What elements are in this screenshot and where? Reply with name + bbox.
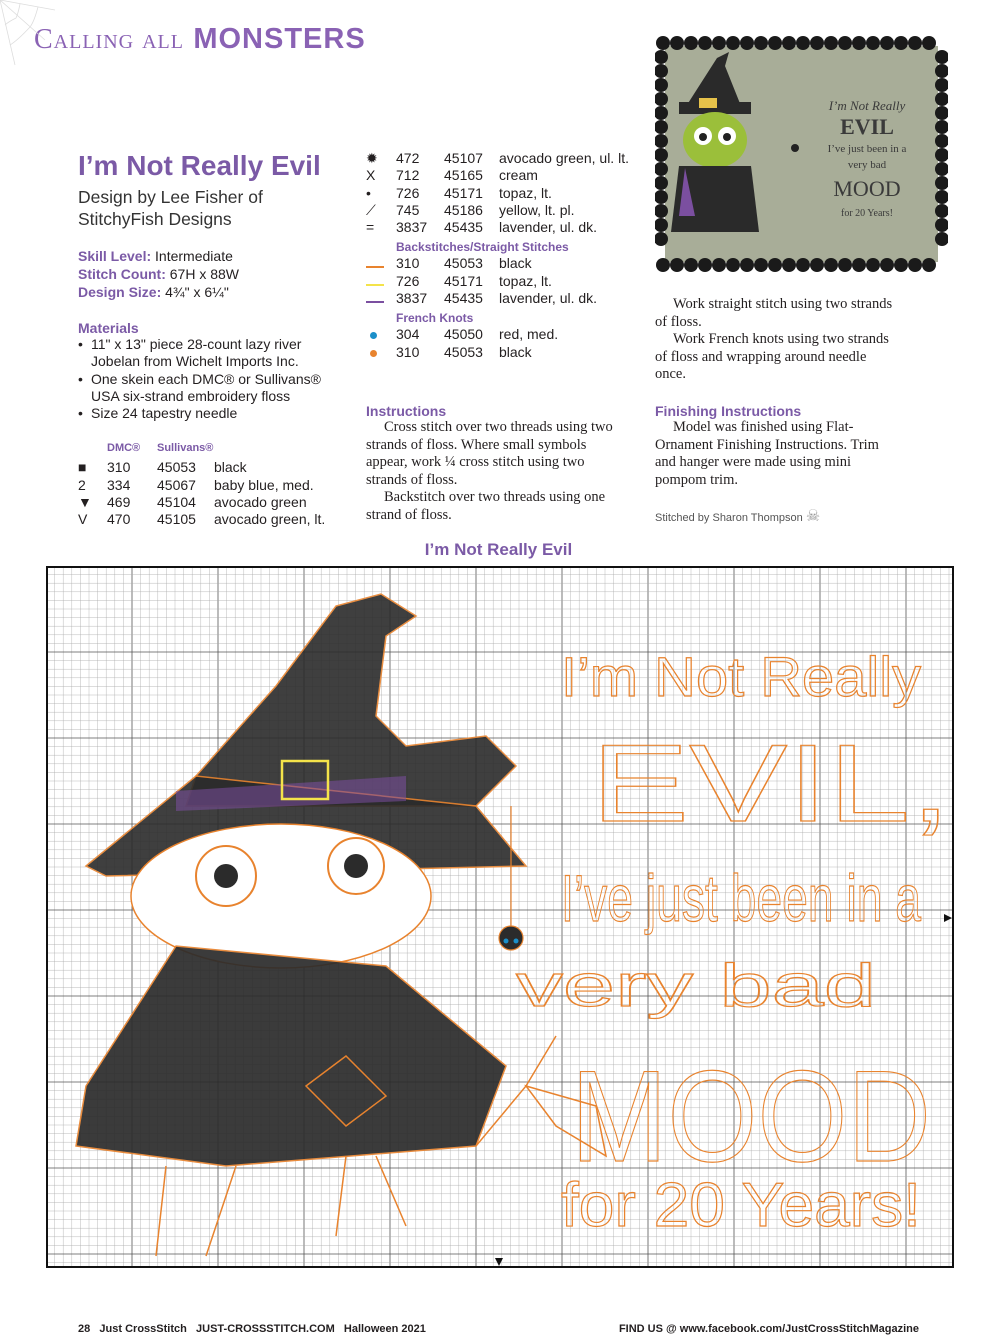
design-title: I’m Not Really Evil <box>78 150 321 181</box>
key-row: • 726 45171 topaz, lt. <box>366 184 552 201</box>
stitched-by-text: Stitched by Sharon Thompson <box>655 512 803 524</box>
cross-stitch-chart <box>46 566 954 1268</box>
chart-title: I’m Not Really Evil <box>424 540 573 559</box>
left-pupil-shape <box>214 864 238 888</box>
key-row: ▼ 469 45104 avocado green <box>78 493 307 510</box>
key-header-sullivans: Sullivans® <box>157 442 214 454</box>
header-pre: Calling all <box>34 24 184 55</box>
note-para: Work straight stitch using two strands of floss. <box>655 296 893 330</box>
spider-eye-shape <box>514 939 519 944</box>
facebook-link[interactable]: FIND US @ www.facebook.com/JustCrossStitchMagazine <box>618 1323 919 1335</box>
chart-lettering-line: I’ve just been in a <box>561 861 922 935</box>
instructions-heading: Instructions <box>366 403 447 419</box>
issue-name: Halloween 2021 <box>343 1323 426 1335</box>
french-knot-swatch <box>370 332 377 339</box>
section-header <box>34 22 366 56</box>
backstitch-swatch <box>366 266 384 268</box>
svg-text:very bad: very bad <box>847 159 887 171</box>
spec-skill: Skill Level: Intermediate <box>78 248 233 264</box>
key-row: 726 45171 topaz, lt. <box>366 273 597 290</box>
list-item: • Size 24 tapestry needle <box>78 405 340 422</box>
finishing-heading: Finishing Instructions <box>655 403 802 419</box>
key-row: ■ 310 45053 black <box>78 459 247 476</box>
svg-text:I’m Not Really: I’m Not Really <box>828 98 906 113</box>
key-header-dmc: DMC® <box>107 442 141 454</box>
chart-lettering-line: EVIL, <box>591 722 951 845</box>
chart-lettering-line: for 20 Years! <box>561 1171 921 1240</box>
footer-left <box>78 1323 426 1335</box>
stitched-by <box>655 506 820 526</box>
key-row: = 3837 45435 lavender, ul. dk. <box>366 219 598 236</box>
instructions-para: Backstitch over two threads using one strand of floss. <box>366 489 606 523</box>
stitch-notes <box>655 296 895 384</box>
key-row: 310 45053 black <box>366 344 558 361</box>
list-item: • 11" x 13" piece 28-count lazy river Jobelan from Wichelt Imports Inc. <box>78 336 340 371</box>
finishing-para: Model was finished using Flat-Ornament Finishing Instructions. Trim and hanger were made using mini pompom trim. <box>655 419 879 488</box>
key-row: 310 45053 black <box>366 255 597 272</box>
key-row: 3837 45435 lavender, ul. dk. <box>366 290 597 307</box>
svg-text:EVIL: EVIL <box>840 114 894 139</box>
chart-lettering-line: very bad <box>516 952 876 1019</box>
svg-text:for 20 Years!: for 20 Years! <box>841 208 893 219</box>
spiderweb-icon <box>0 0 60 70</box>
magazine-name: Just CrossStitch <box>99 1323 187 1335</box>
materials <box>78 320 340 422</box>
instructions <box>366 403 628 524</box>
key-row: 2 334 45067 baby blue, med. <box>78 476 314 493</box>
page-number: 28 <box>78 1323 91 1335</box>
magazine-url[interactable]: JUST-CROSSSTITCH.COM <box>196 1323 335 1335</box>
hat-shape <box>186 594 516 806</box>
right-pupil-shape <box>344 854 368 878</box>
french-knot-swatch <box>370 350 377 357</box>
backstitch-heading: Backstitches/Straight Stitches <box>396 240 569 255</box>
spider-eye-shape <box>504 939 509 944</box>
backstitch-swatch <box>366 301 384 303</box>
spec-size: Design Size: 4¾" x 6¼" <box>78 284 229 300</box>
skull-icon: ☠ <box>805 508 821 525</box>
spec-count: Stitch Count: 67H x 88W <box>78 266 240 282</box>
chart-lettering-line: MOOD <box>571 1043 931 1189</box>
floss-key-2 <box>366 150 629 361</box>
key-row: X 712 45165 cream <box>366 167 538 184</box>
svg-text:I’ve just been in a: I’ve just been in a <box>827 143 907 155</box>
key-row: ✹ 472 45107 avocado green, ul. lt. <box>366 150 629 166</box>
credit-line: StitchyFish Designs <box>78 209 232 229</box>
materials-heading: Materials <box>78 320 139 336</box>
finishing <box>655 403 895 489</box>
legs-shape <box>156 1156 406 1256</box>
specs <box>78 247 239 301</box>
chart-lettering-line: I’m Not Really <box>561 645 921 708</box>
spider-shape <box>499 926 523 950</box>
center-arrow-right <box>944 914 952 922</box>
finished-ornament-photo <box>655 36 948 272</box>
list-item: • One skein each DMC® or Sullivans® USA six-strand embroidery floss <box>78 371 340 406</box>
credit-line: Design by Lee Fisher of <box>78 187 263 207</box>
materials-list <box>78 336 340 422</box>
note-para: Work French knots using two strands of floss and wrapping around needle once. <box>655 331 889 382</box>
header-main: MONSTERS <box>193 23 366 55</box>
design-credit <box>78 186 328 230</box>
instructions-para: Cross stitch over two threads using two strands of floss. Where small symbols appear, work ¼ cross stitch using two strands of floss. <box>366 419 613 488</box>
key-row: V 470 45105 avocado green, lt. <box>78 511 326 528</box>
french-knots-heading: French Knots <box>396 311 474 326</box>
backstitch-swatch <box>366 284 384 286</box>
floss-key-1 <box>78 442 325 528</box>
svg-text:MOOD: MOOD <box>833 176 901 201</box>
key-row: 304 45050 red, med. <box>366 326 558 343</box>
key-row: ⟋ 745 45186 yellow, lt. pl. <box>366 201 575 218</box>
